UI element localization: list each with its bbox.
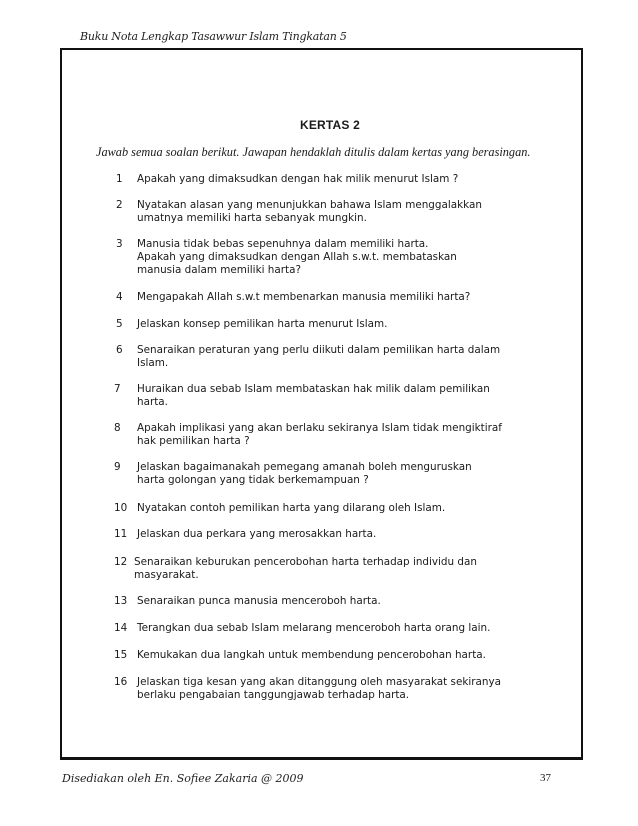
question-text: Senaraikan punca manusia menceroboh harta.: [137, 595, 381, 607]
question-text: Nyatakan alasan yang menunjukkan bahawa Islam menggalakkan umatnya memiliki harta sebanyak mungkin.: [137, 199, 482, 224]
question-text: Terangkan dua sebab Islam melarang menceroboh harta orang lain.: [137, 622, 491, 634]
question-number: 16: [114, 676, 128, 688]
question-text: Jelaskan tiga kesan yang akan ditanggung oleh masyarakat sekiranya berlaku pengabaian tanggungjawab terhadap harta.: [137, 676, 501, 701]
paper-heading: KERTAS 2: [299, 118, 361, 132]
question-text: Manusia tidak bebas sepenuhnya dalam memiliki harta. Apakah yang dimaksudkan dengan Allah s.w.t. membataskan manusia dalam memiliki harta?: [137, 238, 457, 276]
question-number: 7: [114, 383, 121, 395]
question-text: Kemukakan dua langkah untuk membendung pencerobohan harta.: [137, 649, 486, 661]
question-text: Huraikan dua sebab Islam membataskan hak milik dalam pemilikan harta.: [137, 383, 490, 408]
instructions: Jawab semua soalan berikut. Jawapan hendaklah ditulis dalam kertas yang berasingan.: [96, 145, 531, 159]
question-text: Senaraikan keburukan pencerobohan harta terhadap individu dan masyarakat.: [134, 556, 477, 581]
question-text: Apakah implikasi yang akan berlaku sekiranya Islam tidak mengiktiraf hak pemilikan harta ?: [137, 422, 502, 447]
question-number: 2: [116, 199, 123, 211]
header-title: Buku Nota Lengkap Tasawwur Islam Tingkatan 5: [80, 30, 347, 43]
question-text: Nyatakan contoh pemilikan harta yang dilarang oleh Islam.: [137, 502, 446, 514]
question-number: 15: [114, 649, 128, 661]
question-text: Senaraikan peraturan yang perlu diikuti dalam pemilikan harta dalam Islam.: [137, 344, 501, 369]
question-number: 6: [116, 344, 123, 356]
question-text: Jelaskan bagaimanakah pemegang amanah boleh menguruskan harta golongan yang tidak berkemampuan ?: [137, 461, 472, 486]
question-text: Jelaskan konsep pemilikan harta menurut Islam.: [137, 318, 388, 330]
question-text: Mengapakah Allah s.w.t membenarkan manusia memiliki harta?: [137, 291, 471, 303]
question-number: 10: [114, 502, 128, 514]
question-number: 12: [114, 556, 128, 568]
footer-credit: Disediakan oleh En. Sofiee Zakaria @ 2009: [62, 772, 304, 785]
question-text: Jelaskan dua perkara yang merosakkan harta.: [137, 528, 377, 540]
question-text: Apakah yang dimaksudkan dengan hak milik menurut Islam ?: [137, 173, 459, 185]
question-number: 5: [116, 318, 123, 330]
question-number: 8: [114, 422, 121, 434]
question-number: 14: [114, 622, 128, 634]
question-number: 13: [114, 595, 128, 607]
question-number: 3: [116, 238, 123, 250]
question-number: 1: [116, 173, 123, 185]
question-number: 4: [116, 291, 123, 303]
page-number: 37: [540, 772, 551, 784]
question-number: 9: [114, 461, 121, 473]
question-number: 11: [114, 528, 128, 540]
